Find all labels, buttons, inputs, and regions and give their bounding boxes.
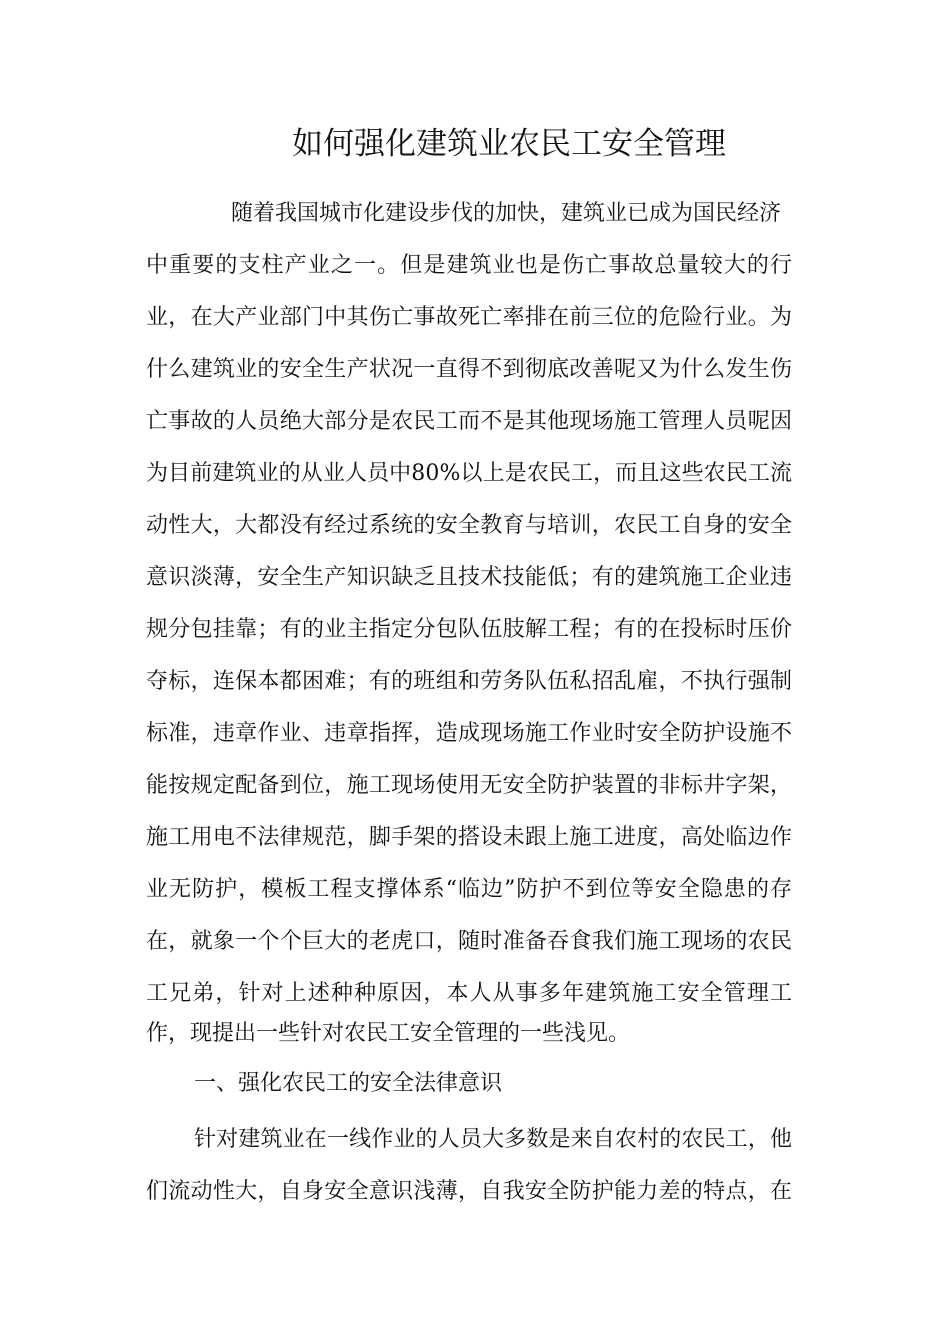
paragraph-line: 随着我国城市化建设步伐的加快，建筑业已成为国民经济 — [231, 201, 782, 226]
paragraph-line: 针对建筑业在一线作业的人员大多数是来自农村的农民工，他 — [194, 1127, 793, 1152]
paragraph-line: 夺标，连保本都困难；有的班组和劳务队伍私招乱雇，不执行强制 — [146, 669, 793, 694]
paragraph-line: 业，在大产业部门中其伤亡事故死亡率排在前三位的危险行业。为 — [146, 305, 793, 330]
paragraph-line: 能按规定配备到位，施工现场使用无安全防护装置的非标井字架， — [146, 773, 793, 798]
paragraph-line: 动性大，大都没有经过系统的安全教育与培训，农民工自身的安全 — [146, 513, 793, 538]
paragraph-line: 们流动性大，自身安全意识浅薄，自我安全防护能力差的特点，在 — [146, 1179, 793, 1204]
paragraph-line: 工兄弟，针对上述种种原因，本人从事多年建筑施工安全管理工 — [146, 981, 794, 1006]
paragraph-line: 意识淡薄，安全生产知识缺乏且技术技能低；有的建筑施工企业违 — [146, 565, 793, 590]
paragraph-line: 规分包挂靠；有的业主指定分包队伍肢解工程；有的在投标时压价 — [146, 617, 793, 642]
paragraph-line: 什么建筑业的安全生产状况一直得不到彻底改善呢又为什么发生伤 — [146, 357, 793, 382]
paragraph-line: 在，就象一个个巨大的老虎口，随时准备吞食我们施工现场的农民 — [146, 929, 793, 954]
paragraph-line: 为目前建筑业的从业人员中80%以上是农民工，而且这些农民工流 — [146, 461, 793, 486]
paragraph-line: 作，现提出一些针对农民工安全管理的一些浅见。 — [146, 1021, 631, 1046]
section-heading: 一、强化农民工的安全法律意识 — [194, 1071, 503, 1096]
paragraph-line: 中重要的支柱产业之一。但是建筑业也是伤亡事故总量较大的行 — [146, 253, 794, 278]
paragraph-line: 施工用电不法律规范，脚手架的搭设未跟上施工进度，高处临边作 — [146, 825, 793, 850]
paragraph-line: 标准，违章作业、违章指挥，造成现场施工作业时安全防护设施不 — [146, 721, 793, 746]
document-title: 如何强化建筑业农民工安全管理 — [292, 126, 726, 162]
paragraph-line: 亡事故的人员绝大部分是农民工而不是其他现场施工管理人员呢因 — [146, 409, 793, 434]
paragraph-line: 业无防护，模板工程支撑体系“临边”防护不到位等安全隐患的存 — [146, 877, 794, 902]
